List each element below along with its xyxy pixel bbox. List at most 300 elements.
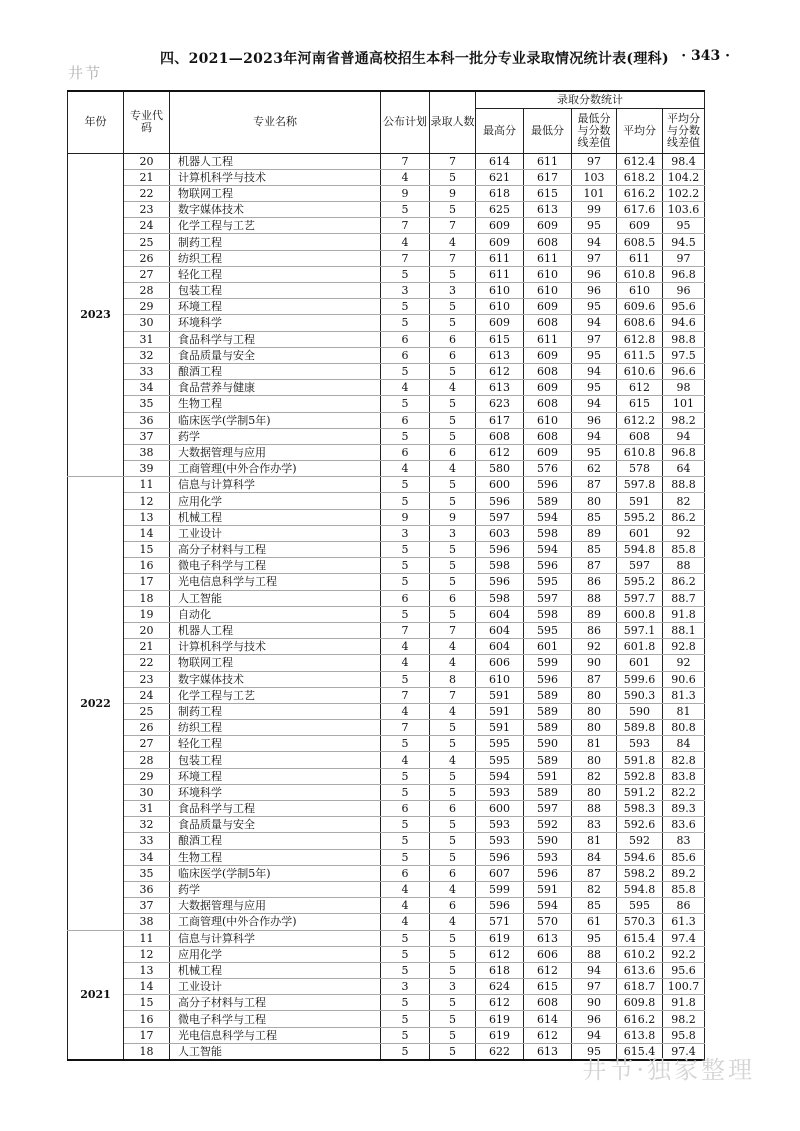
min-diff-cell: 81	[572, 736, 617, 752]
table-row	[68, 606, 705, 622]
admitted-cell: 4	[430, 655, 476, 671]
min-diff-cell: 94	[572, 315, 617, 331]
min-cell: 596	[524, 865, 572, 881]
avg-diff-cell: 98.2	[663, 1011, 705, 1027]
min-diff-cell: 95	[572, 380, 617, 396]
max-cell: 600	[476, 801, 524, 817]
admitted-cell: 4	[430, 639, 476, 655]
plan-cell: 5	[381, 606, 430, 622]
min-diff-cell: 97	[572, 250, 617, 266]
max-cell: 597	[476, 509, 524, 525]
avg-cell: 597.8	[617, 477, 663, 493]
avg-diff-cell: 95.8	[663, 1027, 705, 1043]
avg-cell: 594.6	[617, 849, 663, 865]
code-cell: 34	[124, 380, 170, 396]
max-cell: 595	[476, 736, 524, 752]
name-cell: 环境工程	[170, 299, 381, 315]
name-cell: 计算机科学与技术	[170, 169, 381, 185]
avg-diff-cell: 85.8	[663, 881, 705, 897]
avg-diff-cell: 98	[663, 380, 705, 396]
plan-cell: 3	[381, 525, 430, 541]
code-cell: 30	[124, 784, 170, 800]
code-cell: 29	[124, 768, 170, 784]
avg-diff-cell: 92	[663, 655, 705, 671]
code-cell: 33	[124, 833, 170, 849]
max-cell: 609	[476, 218, 524, 234]
table-row	[68, 1011, 705, 1027]
code-cell: 13	[124, 962, 170, 978]
plan-cell: 5	[381, 428, 430, 444]
avg-diff-cell: 104.2	[663, 169, 705, 185]
table-row	[68, 509, 705, 525]
min-cell: 612	[524, 1027, 572, 1043]
code-cell: 16	[124, 1011, 170, 1027]
min-cell: 589	[524, 687, 572, 703]
min-diff-cell: 94	[572, 363, 617, 379]
avg-cell: 598.3	[617, 801, 663, 817]
plan-cell: 5	[381, 493, 430, 509]
plan-cell: 5	[381, 849, 430, 865]
name-cell: 应用化学	[170, 946, 381, 962]
plan-cell: 6	[381, 412, 430, 428]
min-cell: 608	[524, 363, 572, 379]
name-cell: 食品质量与安全	[170, 347, 381, 363]
admitted-cell: 5	[430, 817, 476, 833]
plan-cell: 7	[381, 250, 430, 266]
admitted-cell: 6	[430, 347, 476, 363]
max-cell: 591	[476, 687, 524, 703]
avg-cell: 618.2	[617, 169, 663, 185]
avg-diff-cell: 89.3	[663, 801, 705, 817]
watermark-footer: 井节·独家整理	[582, 1056, 755, 1084]
table-row	[68, 266, 705, 282]
min-diff-cell: 95	[572, 930, 617, 946]
code-cell: 25	[124, 703, 170, 719]
avg-diff-cell: 64	[663, 461, 705, 477]
min-cell: 594	[524, 509, 572, 525]
plan-cell: 6	[381, 444, 430, 460]
admitted-cell: 4	[430, 380, 476, 396]
min-diff-cell: 62	[572, 461, 617, 477]
col-min: 最低分	[524, 108, 572, 153]
code-cell: 24	[124, 218, 170, 234]
avg-cell: 593	[617, 736, 663, 752]
admitted-cell: 7	[430, 250, 476, 266]
max-cell: 610	[476, 671, 524, 687]
avg-diff-cell: 97.4	[663, 930, 705, 946]
avg-cell: 618.7	[617, 979, 663, 995]
min-diff-cell: 88	[572, 590, 617, 606]
max-cell: 617	[476, 412, 524, 428]
code-cell: 22	[124, 655, 170, 671]
avg-cell: 617.6	[617, 202, 663, 218]
code-cell: 17	[124, 1027, 170, 1043]
table-row	[68, 979, 705, 995]
avg-cell: 615	[617, 396, 663, 412]
admitted-cell: 5	[430, 849, 476, 865]
table-row	[68, 914, 705, 930]
avg-diff-cell: 97.5	[663, 347, 705, 363]
max-cell: 607	[476, 865, 524, 881]
avg-cell: 612.8	[617, 331, 663, 347]
min-diff-cell: 82	[572, 768, 617, 784]
max-cell: 622	[476, 1043, 524, 1060]
min-cell: 589	[524, 720, 572, 736]
code-cell: 13	[124, 509, 170, 525]
avg-diff-cell: 95	[663, 218, 705, 234]
plan-cell: 5	[381, 202, 430, 218]
min-diff-cell: 99	[572, 202, 617, 218]
code-cell: 30	[124, 315, 170, 331]
plan-cell: 4	[381, 169, 430, 185]
max-cell: 612	[476, 946, 524, 962]
max-cell: 610	[476, 283, 524, 299]
avg-cell: 609	[617, 218, 663, 234]
avg-diff-cell: 100.7	[663, 979, 705, 995]
name-cell: 轻化工程	[170, 736, 381, 752]
table-row	[68, 461, 705, 477]
year-cell: 2022	[68, 477, 124, 930]
avg-cell: 592.8	[617, 768, 663, 784]
plan-cell: 5	[381, 574, 430, 590]
name-cell: 生物工程	[170, 849, 381, 865]
name-cell: 临床医学(学制5年)	[170, 412, 381, 428]
code-cell: 11	[124, 477, 170, 493]
avg-cell: 597.7	[617, 590, 663, 606]
plan-cell: 5	[381, 266, 430, 282]
name-cell: 光电信息科学与工程	[170, 574, 381, 590]
avg-diff-cell: 83.6	[663, 817, 705, 833]
plan-cell: 5	[381, 1011, 430, 1027]
min-diff-cell: 86	[572, 574, 617, 590]
page-number: · 343 ·	[681, 48, 730, 64]
code-cell: 37	[124, 428, 170, 444]
name-cell: 应用化学	[170, 493, 381, 509]
max-cell: 619	[476, 1027, 524, 1043]
code-cell: 38	[124, 914, 170, 930]
avg-diff-cell: 82.8	[663, 752, 705, 768]
admitted-cell: 5	[430, 768, 476, 784]
avg-cell: 608.6	[617, 315, 663, 331]
plan-cell: 4	[381, 881, 430, 897]
table-row	[68, 347, 705, 363]
min-cell: 610	[524, 266, 572, 282]
plan-cell: 5	[381, 817, 430, 833]
code-cell: 29	[124, 299, 170, 315]
plan-cell: 5	[381, 315, 430, 331]
admitted-cell: 5	[430, 946, 476, 962]
avg-cell: 608.5	[617, 234, 663, 250]
avg-diff-cell: 96.6	[663, 363, 705, 379]
max-cell: 600	[476, 477, 524, 493]
min-cell: 591	[524, 768, 572, 784]
name-cell: 工业设计	[170, 525, 381, 541]
name-cell: 高分子材料与工程	[170, 995, 381, 1011]
min-diff-cell: 95	[572, 444, 617, 460]
min-diff-cell: 80	[572, 720, 617, 736]
avg-diff-cell: 92.8	[663, 639, 705, 655]
min-diff-cell: 80	[572, 687, 617, 703]
table-row	[68, 363, 705, 379]
min-diff-cell: 94	[572, 234, 617, 250]
plan-cell: 7	[381, 153, 430, 169]
avg-diff-cell: 85.6	[663, 849, 705, 865]
table-row	[68, 202, 705, 218]
min-diff-cell: 82	[572, 881, 617, 897]
avg-cell: 610.6	[617, 363, 663, 379]
min-diff-cell: 95	[572, 347, 617, 363]
avg-diff-cell: 81	[663, 703, 705, 719]
code-cell: 20	[124, 153, 170, 169]
code-cell: 15	[124, 542, 170, 558]
avg-diff-cell: 88.1	[663, 622, 705, 638]
admitted-cell: 4	[430, 234, 476, 250]
min-diff-cell: 97	[572, 979, 617, 995]
code-cell: 31	[124, 801, 170, 817]
max-cell: 609	[476, 234, 524, 250]
plan-cell: 4	[381, 703, 430, 719]
avg-diff-cell: 98.8	[663, 331, 705, 347]
table-row	[68, 881, 705, 897]
min-cell: 611	[524, 153, 572, 169]
name-cell: 工业设计	[170, 979, 381, 995]
avg-diff-cell: 92	[663, 525, 705, 541]
max-cell: 599	[476, 881, 524, 897]
avg-diff-cell: 83.8	[663, 768, 705, 784]
table-row	[68, 655, 705, 671]
avg-cell: 609.6	[617, 299, 663, 315]
min-cell: 613	[524, 202, 572, 218]
avg-diff-cell: 86.2	[663, 574, 705, 590]
code-cell: 16	[124, 558, 170, 574]
min-diff-cell: 90	[572, 655, 617, 671]
min-cell: 595	[524, 622, 572, 638]
avg-cell: 612.4	[617, 153, 663, 169]
admitted-cell: 5	[430, 477, 476, 493]
plan-cell: 5	[381, 946, 430, 962]
code-cell: 26	[124, 250, 170, 266]
avg-cell: 616.2	[617, 1011, 663, 1027]
admitted-cell: 5	[430, 428, 476, 444]
admitted-cell: 4	[430, 703, 476, 719]
avg-diff-cell: 97	[663, 250, 705, 266]
min-diff-cell: 86	[572, 622, 617, 638]
min-cell: 608	[524, 315, 572, 331]
min-diff-cell: 89	[572, 606, 617, 622]
admitted-cell: 4	[430, 752, 476, 768]
code-cell: 18	[124, 1043, 170, 1060]
avg-cell: 615.4	[617, 930, 663, 946]
name-cell: 物联网工程	[170, 655, 381, 671]
admitted-cell: 5	[430, 1043, 476, 1060]
avg-diff-cell: 94.5	[663, 234, 705, 250]
admitted-cell: 5	[430, 363, 476, 379]
avg-diff-cell: 98.4	[663, 153, 705, 169]
plan-cell: 5	[381, 1043, 430, 1060]
admitted-cell: 6	[430, 865, 476, 881]
table-row	[68, 153, 705, 169]
avg-diff-cell: 101	[663, 396, 705, 412]
name-cell: 光电信息科学与工程	[170, 1027, 381, 1043]
max-cell: 604	[476, 639, 524, 655]
table-row	[68, 752, 705, 768]
max-cell: 594	[476, 768, 524, 784]
code-cell: 21	[124, 639, 170, 655]
min-cell: 597	[524, 801, 572, 817]
min-cell: 589	[524, 752, 572, 768]
plan-cell: 5	[381, 299, 430, 315]
plan-cell: 5	[381, 833, 430, 849]
min-cell: 608	[524, 234, 572, 250]
code-cell: 38	[124, 444, 170, 460]
table-row	[68, 946, 705, 962]
avg-cell: 612.2	[617, 412, 663, 428]
avg-diff-cell: 96.8	[663, 266, 705, 282]
min-cell: 598	[524, 606, 572, 622]
min-diff-cell: 95	[572, 218, 617, 234]
avg-cell: 592	[617, 833, 663, 849]
plan-cell: 5	[381, 930, 430, 946]
avg-cell: 589.8	[617, 720, 663, 736]
avg-diff-cell: 96.8	[663, 444, 705, 460]
plan-cell: 5	[381, 768, 430, 784]
code-cell: 15	[124, 995, 170, 1011]
avg-cell: 595.2	[617, 509, 663, 525]
table-row	[68, 817, 705, 833]
min-cell: 596	[524, 477, 572, 493]
max-cell: 612	[476, 363, 524, 379]
plan-cell: 4	[381, 639, 430, 655]
table-row	[68, 493, 705, 509]
name-cell: 工商管理(中外合作办学)	[170, 461, 381, 477]
col-code: 专业代码	[124, 91, 170, 153]
name-cell: 环境工程	[170, 768, 381, 784]
admitted-cell: 5	[430, 833, 476, 849]
avg-diff-cell: 80.8	[663, 720, 705, 736]
table-row	[68, 299, 705, 315]
min-cell: 610	[524, 412, 572, 428]
max-cell: 604	[476, 622, 524, 638]
code-cell: 36	[124, 412, 170, 428]
max-cell: 595	[476, 752, 524, 768]
avg-cell: 616.2	[617, 185, 663, 201]
avg-cell: 601	[617, 525, 663, 541]
min-cell: 613	[524, 1043, 572, 1060]
plan-cell: 4	[381, 461, 430, 477]
avg-cell: 613.8	[617, 1027, 663, 1043]
min-diff-cell: 85	[572, 898, 617, 914]
min-diff-cell: 80	[572, 493, 617, 509]
table-row	[68, 720, 705, 736]
col-plan: 公布计划	[381, 91, 430, 153]
year-cell: 2023	[68, 153, 124, 477]
min-cell: 598	[524, 525, 572, 541]
min-cell: 597	[524, 590, 572, 606]
name-cell: 生物工程	[170, 396, 381, 412]
min-diff-cell: 101	[572, 185, 617, 201]
admitted-cell: 7	[430, 622, 476, 638]
code-cell: 19	[124, 606, 170, 622]
max-cell: 598	[476, 558, 524, 574]
code-cell: 32	[124, 817, 170, 833]
min-cell: 576	[524, 461, 572, 477]
table-row	[68, 833, 705, 849]
max-cell: 618	[476, 185, 524, 201]
col-name: 专业名称	[170, 91, 381, 153]
avg-cell: 595	[617, 898, 663, 914]
table-row	[68, 865, 705, 881]
min-diff-cell: 88	[572, 801, 617, 817]
min-cell: 609	[524, 299, 572, 315]
min-diff-cell: 85	[572, 509, 617, 525]
avg-diff-cell: 88	[663, 558, 705, 574]
min-diff-cell: 97	[572, 153, 617, 169]
admitted-cell: 5	[430, 574, 476, 590]
min-diff-cell: 95	[572, 1043, 617, 1060]
col-score-group: 录取分数统计	[476, 91, 705, 108]
code-cell: 11	[124, 930, 170, 946]
name-cell: 化学工程与工艺	[170, 687, 381, 703]
plan-cell: 3	[381, 979, 430, 995]
code-cell: 31	[124, 331, 170, 347]
code-cell: 35	[124, 865, 170, 881]
code-cell: 17	[124, 574, 170, 590]
plan-cell: 4	[381, 752, 430, 768]
admitted-cell: 5	[430, 396, 476, 412]
name-cell: 纺织工程	[170, 720, 381, 736]
avg-cell: 598.2	[617, 865, 663, 881]
min-diff-cell: 88	[572, 946, 617, 962]
min-cell: 589	[524, 703, 572, 719]
min-diff-cell: 94	[572, 396, 617, 412]
min-diff-cell: 103	[572, 169, 617, 185]
table-row	[68, 590, 705, 606]
table-row	[68, 558, 705, 574]
avg-diff-cell: 95.6	[663, 962, 705, 978]
name-cell: 酿酒工程	[170, 363, 381, 379]
code-cell: 22	[124, 185, 170, 201]
max-cell: 619	[476, 1011, 524, 1027]
min-cell: 617	[524, 169, 572, 185]
code-cell: 12	[124, 946, 170, 962]
table-row	[68, 428, 705, 444]
table-row	[68, 768, 705, 784]
max-cell: 613	[476, 380, 524, 396]
avg-cell: 610.8	[617, 266, 663, 282]
admitted-cell: 5	[430, 784, 476, 800]
min-cell: 615	[524, 185, 572, 201]
min-cell: 595	[524, 574, 572, 590]
name-cell: 药学	[170, 881, 381, 897]
admitted-cell: 6	[430, 444, 476, 460]
avg-diff-cell: 89.2	[663, 865, 705, 881]
plan-cell: 6	[381, 331, 430, 347]
min-cell: 612	[524, 962, 572, 978]
name-cell: 信息与计算科学	[170, 930, 381, 946]
avg-diff-cell: 94	[663, 428, 705, 444]
avg-diff-cell: 83	[663, 833, 705, 849]
avg-cell: 611.5	[617, 347, 663, 363]
plan-cell: 4	[381, 380, 430, 396]
col-avg: 平均分	[617, 108, 663, 153]
admitted-cell: 3	[430, 525, 476, 541]
name-cell: 机械工程	[170, 509, 381, 525]
min-cell: 599	[524, 655, 572, 671]
avg-cell: 595.2	[617, 574, 663, 590]
table-row	[68, 412, 705, 428]
code-cell: 36	[124, 881, 170, 897]
min-cell: 570	[524, 914, 572, 930]
